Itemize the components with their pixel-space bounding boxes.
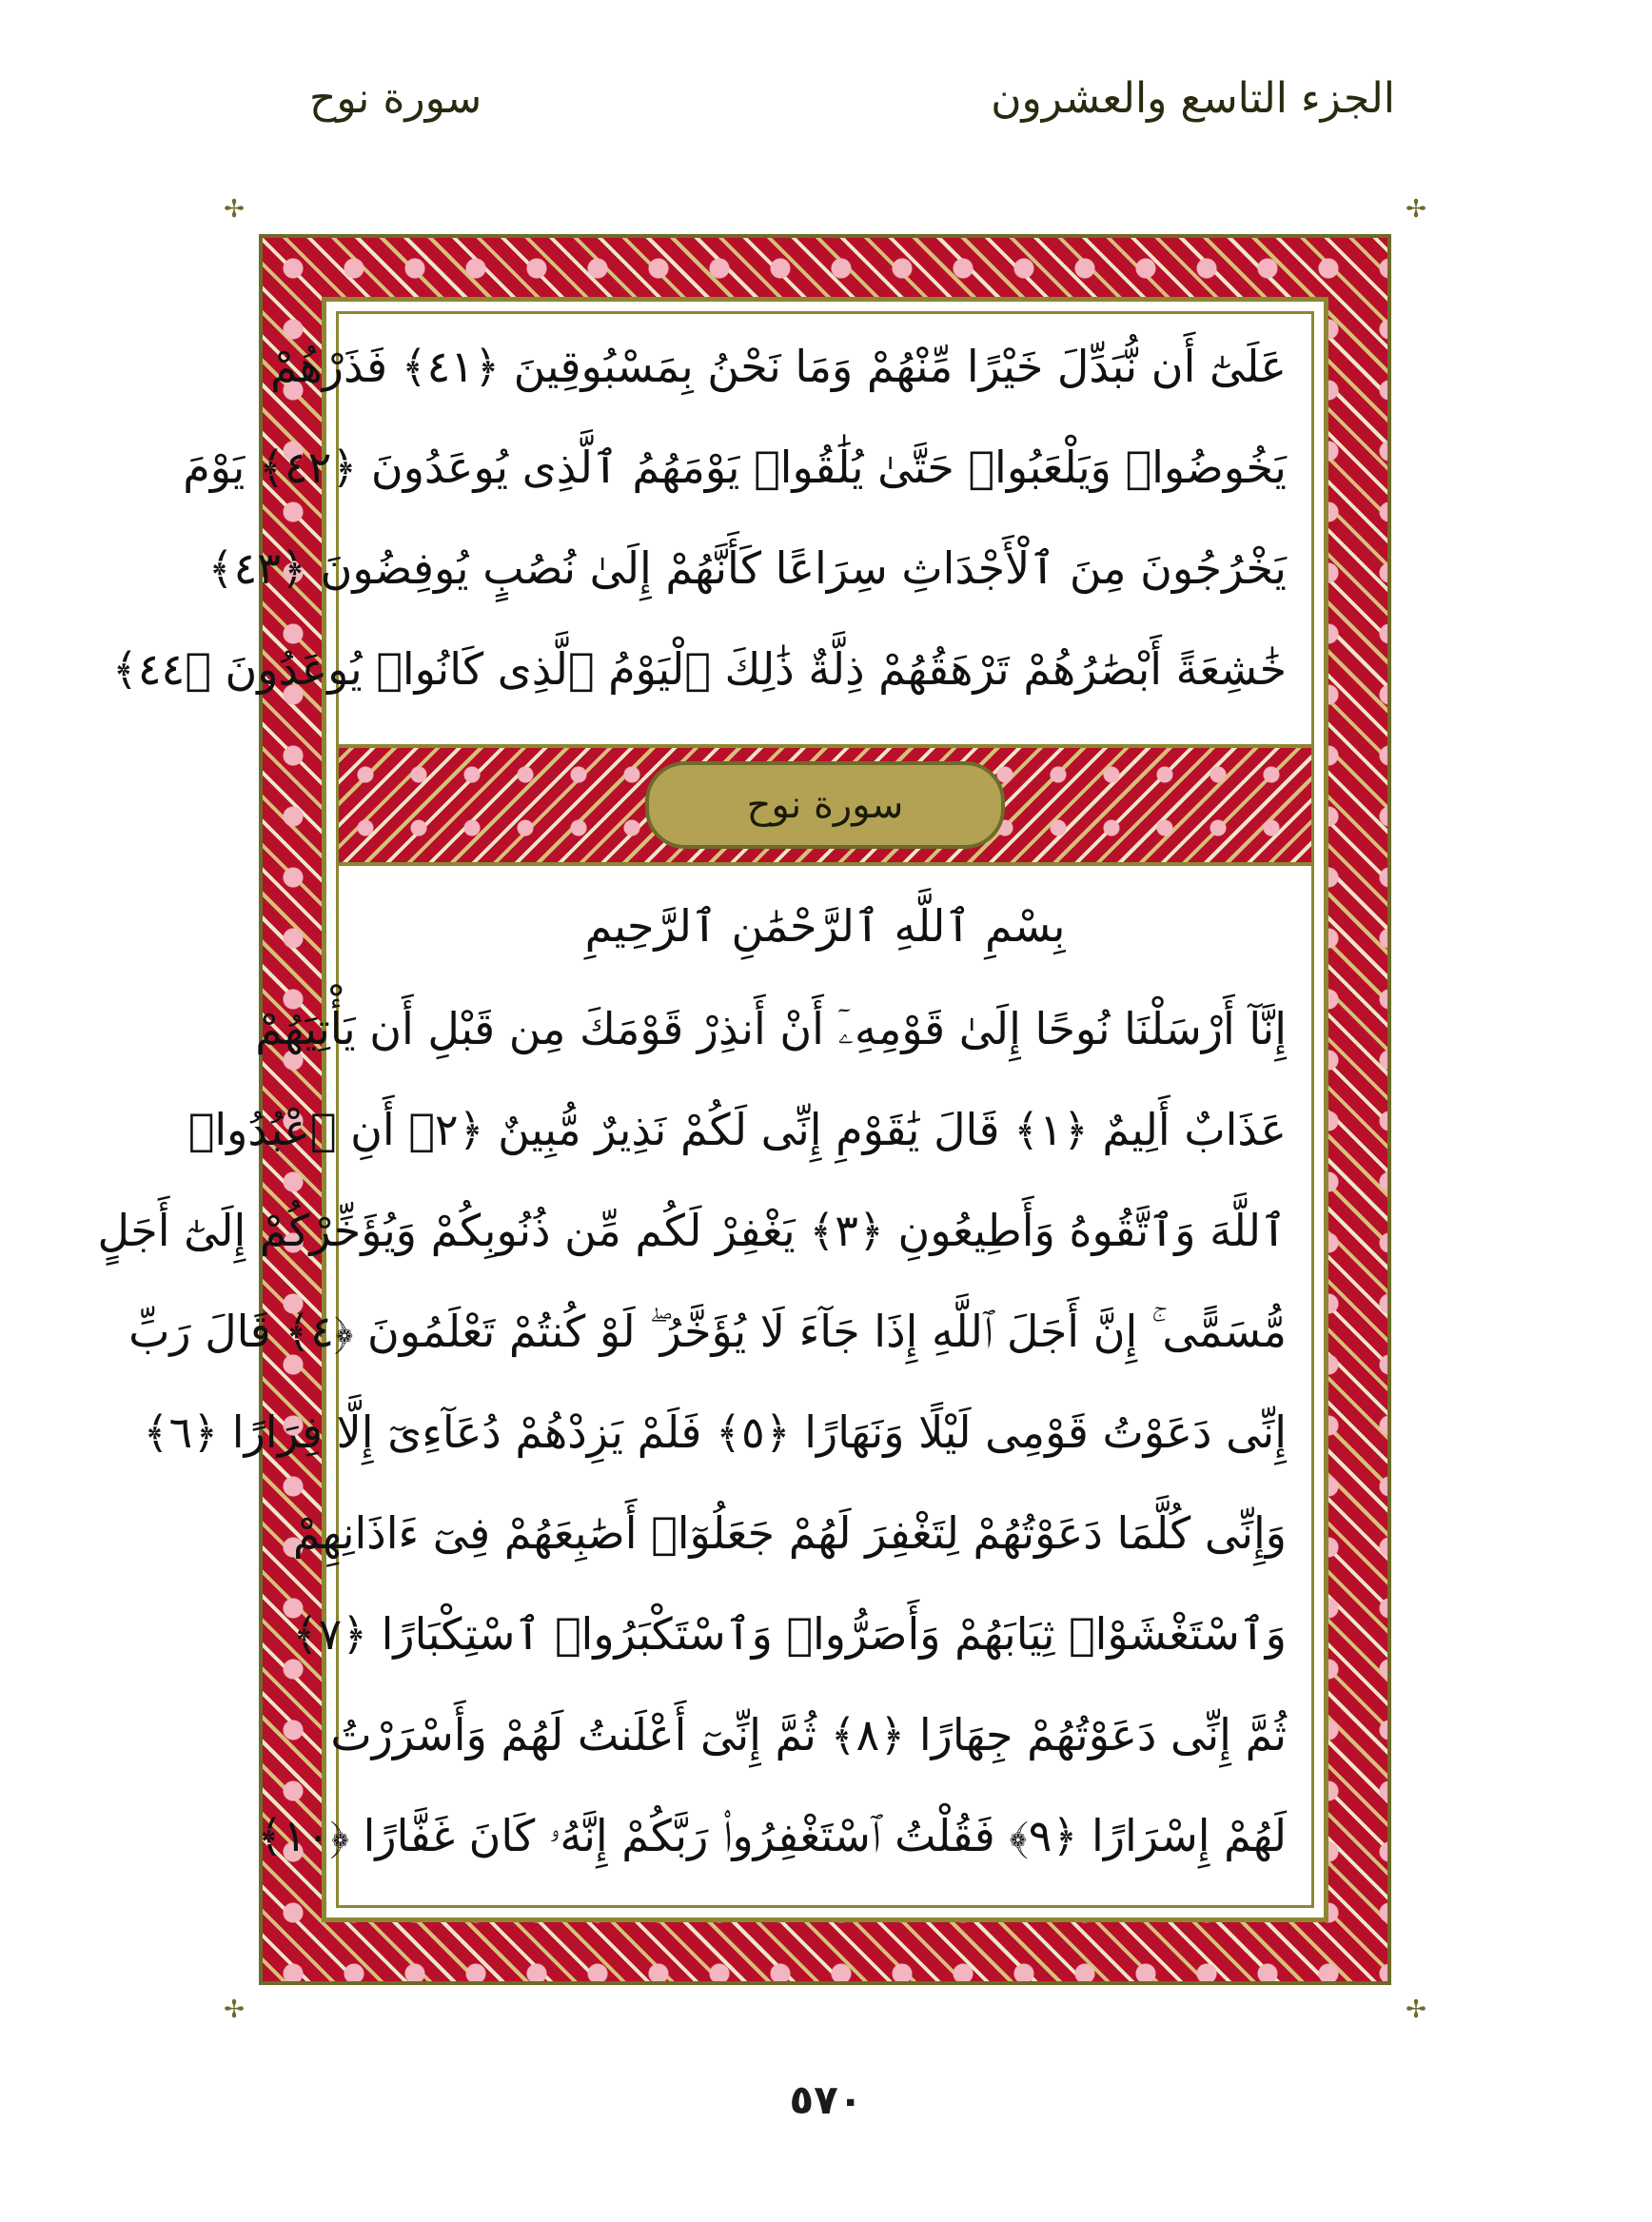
corner-ornament-icon: ✢	[224, 1996, 245, 2024]
page-number: ٥٧٠	[789, 2076, 863, 2123]
frame-inner-border	[97, 297, 1328, 1922]
verse-line: لَهُمْ إِسْرَارًا ﴿٩﴾ فَقُلْتُ ٱسْتَغْفِرُوا۟ رَبَّكُمْ إِنَّهُۥ كَانَ غَفَّارًا ﴿١٠﴾	[257, 1810, 1287, 1861]
corner-ornament-icon: ✢	[224, 195, 245, 224]
surah-header: سورة نوح	[309, 74, 482, 123]
juz-title: الجزء التاسع والعشرون	[991, 74, 1395, 123]
corner-ornament-icon: ✢	[1406, 195, 1426, 224]
verse-line: إِنِّى دَعَوْتُ قَوْمِى لَيْلًا وَنَهَارًا ﴿٥﴾ فَلَمْ يَزِدْهُمْ دُعَآءِىٓ إِلَّا فِرَارًا ﴿٦﴾	[143, 1406, 1287, 1458]
surah-title: سورة نوح	[645, 761, 1005, 849]
verse-line: ثُمَّ إِنِّى دَعَوْتُهُمْ جِهَارًا ﴿٨﴾ ثُمَّ إِنِّىٓ أَعْلَنتُ لَهُمْ وَأَسْرَرْتُ	[330, 1709, 1287, 1760]
verse-line: عَلَىٰٓ أَن نُّبَدِّلَ خَيْرًا مِّنْهُمْ وَمَا نَحْنُ بِمَسْبُوقِينَ ﴿٤١﴾ فَذَرْهُمْ	[269, 341, 1287, 392]
corner-ornament-icon: ✢	[1406, 1996, 1426, 2024]
verse-line: يَخْرُجُونَ مِنَ ٱلْأَجْدَاثِ سِرَاعًا كَأَنَّهُمْ إِلَىٰ نُصُبٍ يُوفِضُونَ ﴿٤٣﴾	[207, 542, 1287, 594]
verse-line: يَخُوضُوا۟ وَيَلْعَبُوا۟ حَتَّىٰ يُلَٰقُوا۟ يَوْمَهُمُ ٱلَّذِى يُوعَدُونَ ﴿٤٢﴾ يَوْمَ	[183, 442, 1287, 493]
ornamental-frame	[97, 195, 1426, 2024]
verse-line: وَإِنِّى كُلَّمَا دَعَوْتُهُمْ لِتَغْفِرَ لَهُمْ جَعَلُوٓا۟ أَصَٰبِعَهُمْ فِىٓ ءَاذَانِهِمْ	[292, 1507, 1287, 1559]
verse-line: مُّسَمًّى ۚ إِنَّ أَجَلَ ٱللَّهِ إِذَا جَآءَ لَا يُؤَخَّرُ ۖ لَوْ كُنتُمْ تَعْلَمُونَ ﴿٤﴾ قَالَ رَبِّ	[128, 1306, 1287, 1357]
verse-line: وَٱسْتَغْشَوْا۟ ثِيَابَهُمْ وَأَصَرُّوا۟ وَٱسْتَكْبَرُوا۟ ٱسْتِكْبَارًا ﴿٧﴾	[292, 1608, 1287, 1660]
basmala: بِسْمِ ٱللَّهِ ٱلرَّحْمَٰنِ ٱلرَّحِيمِ	[584, 900, 1066, 952]
verse-line: خَٰشِعَةً أَبْصَٰرُهُمْ تَرْهَقُهُمْ ذِلَّةٌ ذَٰلِكَ ٱلْيَوْمُ ٱلَّذِى كَانُوا۟ يُوعَدُونَ ﴿٤٤﴾	[111, 643, 1287, 695]
verse-line: عَذَابٌ أَلِيمٌ ﴿١﴾ قَالَ يَٰقَوْمِ إِنِّى لَكُمْ نَذِيرٌ مُّبِينٌ ﴿٢﴾ أَنِ ٱعْبُدُوا۟	[187, 1104, 1287, 1155]
text-panel	[97, 311, 1314, 1908]
surah-title-band	[339, 744, 1311, 866]
verse-line: ٱللَّهَ وَٱتَّقُوهُ وَأَطِيعُونِ ﴿٣﴾ يَغْفِرْ لَكُم مِّن ذُنُوبِكُمْ وَيُؤَخِّرْكُمْ إِلَىٰٓ أَجَلٍ	[97, 1205, 1287, 1256]
verse-line: إِنَّآ أَرْسَلْنَا نُوحًا إِلَىٰ قَوْمِهِۦٓ أَنْ أَنذِرْ قَوْمَكَ مِن قَبْلِ أَن يَأْتِيَهُمْ	[255, 1003, 1287, 1054]
